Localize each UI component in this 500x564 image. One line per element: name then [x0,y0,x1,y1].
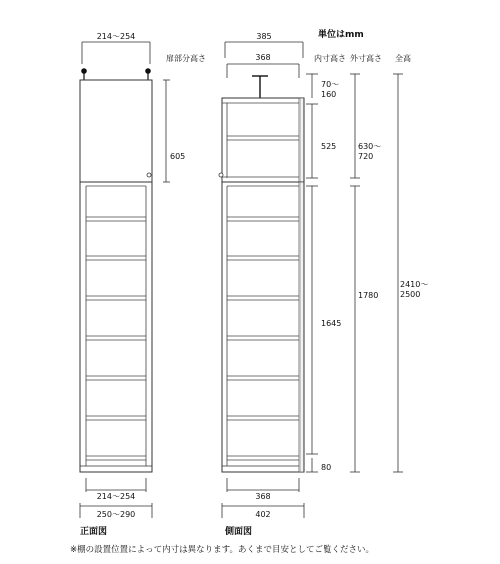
side-view-label: 側面図 [225,527,253,537]
side-top-gap-label: 70～ 160 [321,80,340,99]
side-top-depth-label: 385 [256,32,272,41]
header-total-height: 全高 [395,54,411,63]
total-height-label: 2410～ 2500 [400,280,429,299]
side-lower-inner-depth-label: 368 [255,492,271,501]
front-view [80,32,185,537]
front-door-height-dimension [163,80,170,182]
outer-height-upper-label: 630～ 720 [358,142,382,161]
side-knob-icon [219,173,223,177]
side-back-panel-lower [299,182,304,472]
front-top-width-dimension [82,42,150,64]
side-upper-inner-depth-label: 368 [255,53,271,62]
front-top-width-label: 214～254 [96,32,136,41]
front-lower-cabinet [80,182,152,472]
side-back-panel-upper [299,98,304,182]
front-upper-door [80,80,152,182]
header-inner-height: 内寸高さ [314,54,346,63]
front-inner-width-label: 214～254 [96,492,136,501]
side-view [219,32,428,537]
front-view-label: 正面図 [80,527,108,537]
front-inner-width-dimension [86,478,146,492]
side-lower-inner-height-label: 1645 [321,319,342,328]
front-outer-width-label: 250～290 [96,510,136,519]
side-upper-inner-height-label: 525 [321,142,337,151]
front-door-height-label: 605 [170,152,186,161]
tension-pole-icon [252,76,268,98]
side-lower-inner-depth-dimension [227,478,299,492]
side-lower-cabinet [222,182,304,472]
unit-label: 単位はmm [318,30,364,40]
outer-height-dimensions [350,74,360,472]
header-outer-height: 外寸高さ [350,54,382,63]
top-bracket-icon [82,69,150,80]
outer-height-lower-label: 1780 [358,291,379,300]
side-base-height-label: 80 [321,463,332,472]
side-inner-height-dimensions [306,74,318,472]
header-door-height: 扉部分高さ [166,54,206,63]
footnote: ※棚の設置位置によって内寸は異なります。あくまで目安としてご覧ください。 [70,545,374,555]
door-knob-icon [147,173,151,177]
total-height-dimension [393,74,403,472]
side-outer-depth-label: 402 [255,510,271,519]
